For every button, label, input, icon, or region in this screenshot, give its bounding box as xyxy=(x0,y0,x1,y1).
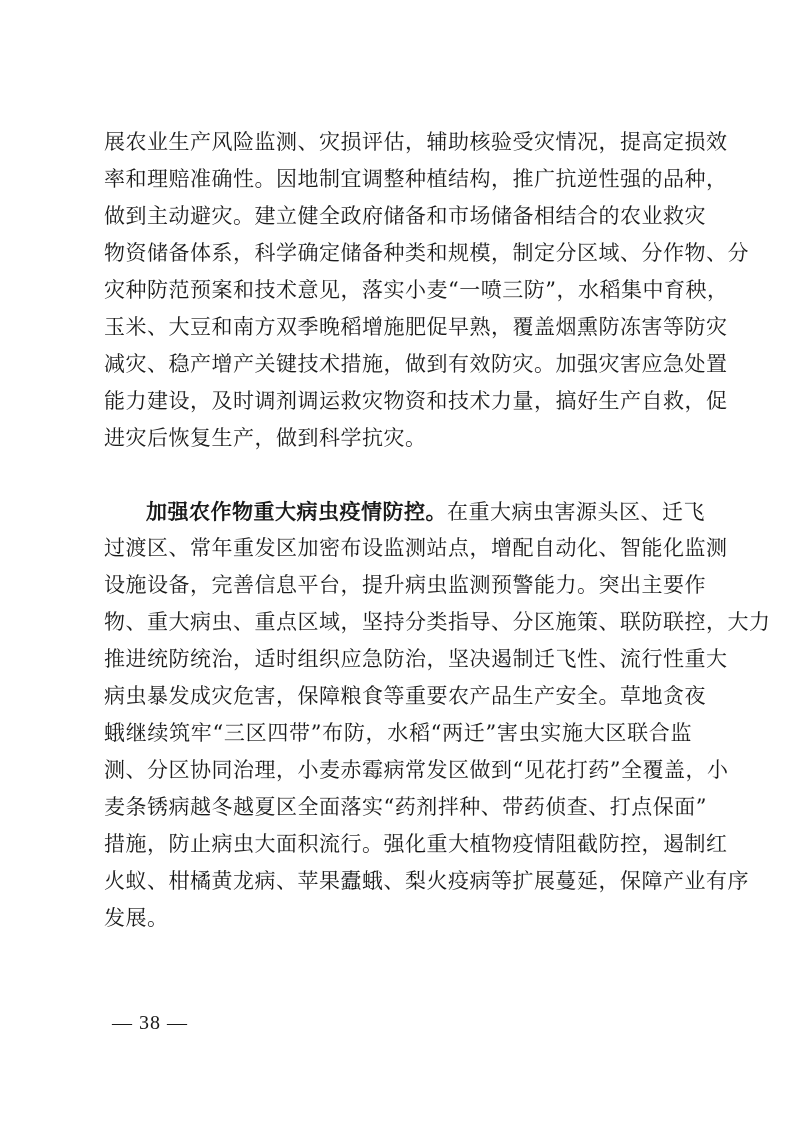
page-number: — 38 — xyxy=(112,1012,188,1034)
text-line: 病虫暴发成灾危害，保障粮食等重要农产品生产安全。草地贪夜 xyxy=(104,684,706,708)
text-line: 玉米、大豆和南方双季晚稻增施肥促早熟，覆盖烟熏防冻害等防灾 xyxy=(104,315,728,339)
text-line: 物、重大病虫、重点区域，坚持分类指导、分区施策、联防联控，大力 xyxy=(104,610,771,634)
paragraph-lead-heading: 加强农作物重大病虫疫情防控。 xyxy=(146,499,447,524)
paragraph-first-line xyxy=(104,493,705,530)
text-line: 进灾后恢复生产，做到科学抗灾。 xyxy=(104,426,427,450)
text-line: 推进统防统治，适时组织应急防治，坚决遏制迁飞性、流行性重大 xyxy=(104,647,728,671)
text-line: 减灾、稳产增产关键技术措施，做到有效防灾。加强灾害应急处置 xyxy=(104,352,728,376)
paragraph-disaster-prevention xyxy=(104,124,749,457)
text-line: 做到主动避灾。建立健全政府储备和市场储备相结合的农业救灾 xyxy=(104,204,706,228)
text-line: 火蚁、柑橘黄龙病、苹果蠹蛾、梨火疫病等扩展蔓延，保障产业有序 xyxy=(104,869,749,893)
text-line: 测、分区协同治理，小麦赤霉病常发区做到“见花打药”全覆盖，小 xyxy=(104,758,729,782)
text-line: 麦条锈病越冬越夏区全面落实“药剂拌种、带药侦查、打点保面” xyxy=(104,795,707,819)
text-line: 物资储备体系，科学确定储备种类和规模，制定分区域、分作物、分 xyxy=(104,241,749,265)
text-line: 能力建设，及时调剂调运救灾物资和技术力量，搞好生产自救，促 xyxy=(104,389,728,413)
text-line: 展农业生产风险监测、灾损评估，辅助核验受灾情况，提高定损效 xyxy=(104,130,728,154)
paragraph-pest-control xyxy=(104,493,771,937)
text-line: 蛾继续筑牢“三区四带”布防，水稻“两迁”害虫实施大区联合监 xyxy=(104,721,692,745)
text-line: 发展。 xyxy=(104,906,169,930)
text-line: 设施设备，完善信息平台，提升病虫监测预警能力。突出主要作 xyxy=(104,573,706,597)
text-line: 过渡区、常年重发区加密布设监测站点，增配自动化、智能化监测 xyxy=(104,536,728,560)
paragraph-first-line-text: 在重大病虫害源头区、迁飞 xyxy=(447,500,705,524)
text-line: 措施，防止病虫大面积流行。强化重大植物疫情阻截防控，遏制红 xyxy=(104,832,728,856)
text-line: 率和理赔准确性。因地制宜调整种植结构，推广抗逆性强的品种， xyxy=(104,167,728,191)
text-line: 灾种防范预案和技术意见，落实小麦“一喷三防”，水稻集中育秧， xyxy=(104,278,729,302)
